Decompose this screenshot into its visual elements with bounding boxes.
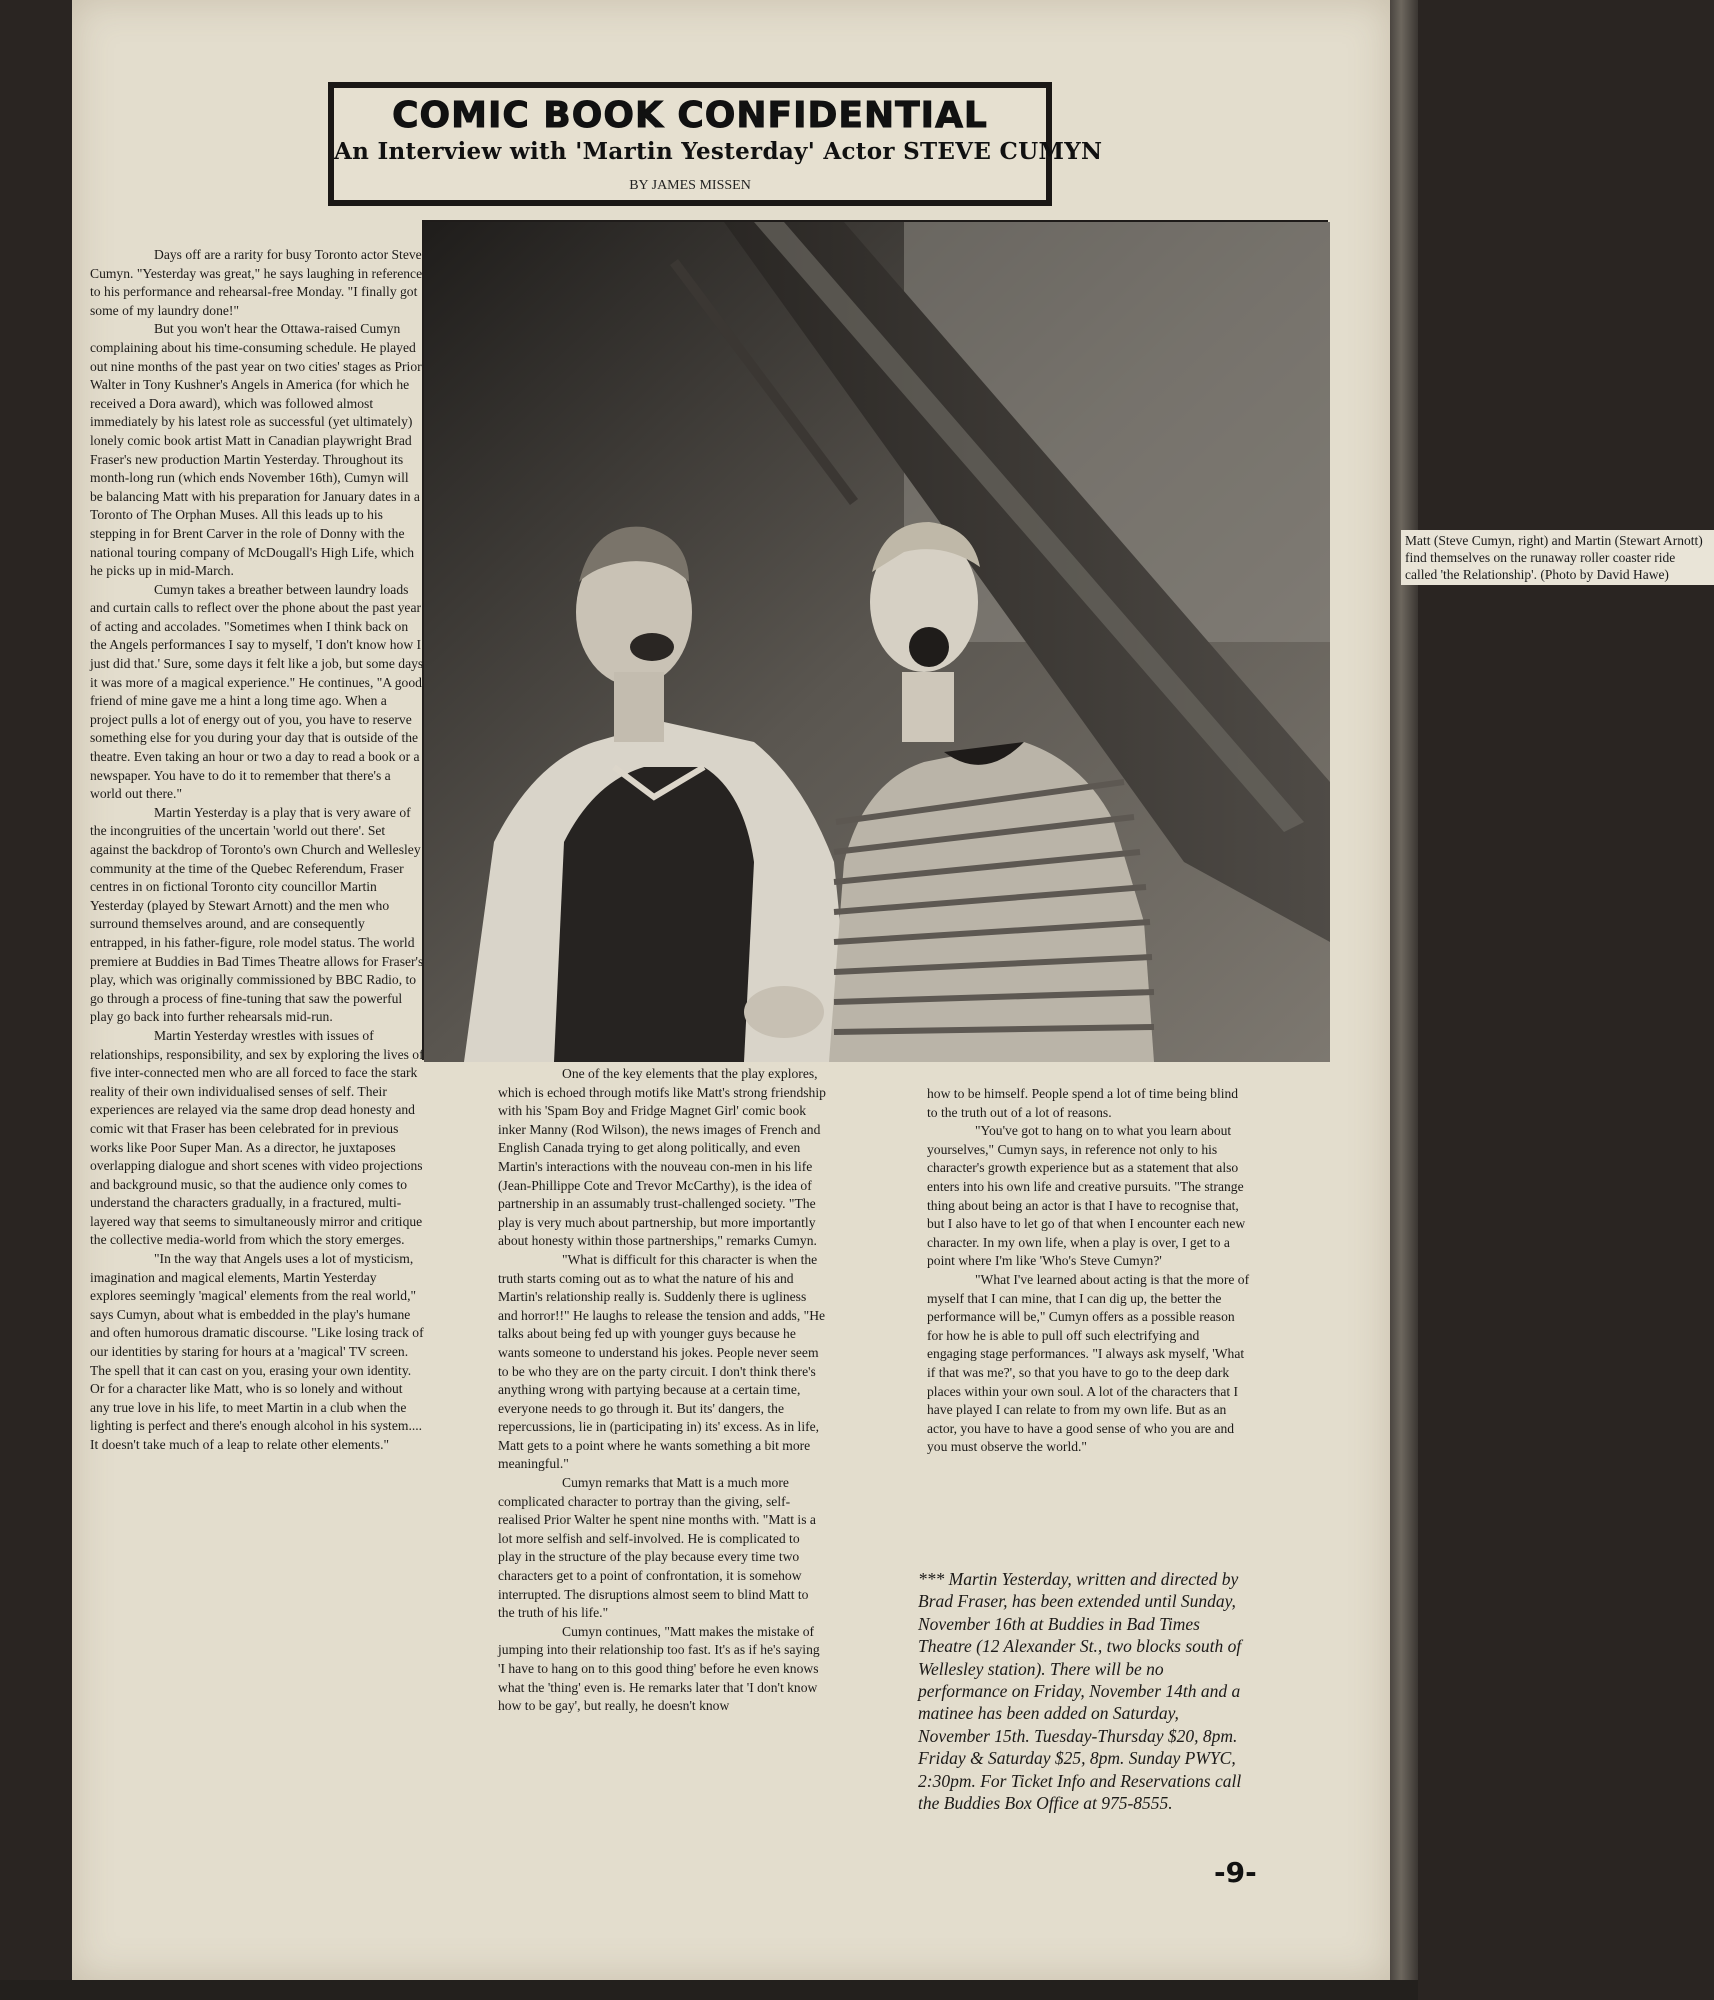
article-column-2 [498, 1065, 826, 1716]
paragraph: Martin Yesterday is a play that is very aware of the incongruities of the uncertain 'world out there'. Set against the backdrop of Toronto's own Church and Wellesley community at the time of the Quebec Referendum, Fraser centres in on fictional Toronto city councillor Martin Yesterday (played by Stewart Arnott) and the men who surround themselves around, and are consequently entrapped, in his father-figure, role model status. The world premiere at Buddies in Bad Times Theatre allows for Fraser's play, which was originally commissioned by BBC Radio, to go through a process of fine-tuning that saw the powerful play go back into further rehearsals mid-run. [90, 804, 424, 1025]
article-title: COMIC BOOK CONFIDENTIAL [392, 95, 988, 136]
page-edge [1390, 0, 1418, 2000]
paragraph: "What is difficult for this character is when the truth starts coming out as to what the nature of his and Martin's relationship really is. Suddenly there is ugliness and horror!!" He laughs to release the tension and adds, "He talks about being fed up with younger guys because he wants someone to understand his jokes. People never seem to be who they are on the party circuit. I don't think there's anything wrong with partying because at a certain time, everyone needs to go through it. But its' dangers, the repercussions, lie in (participating in) its' excess. As in life, Matt gets to a point where he wants something a bit more meaningful." [498, 1251, 826, 1472]
paragraph: But you won't hear the Ottawa-raised Cumyn complaining about his time-consuming schedule. He played out nine months of the past year on two cities' stages as Prior Walter in Tony Kushner's Angels in America (for which he received a Dora award), which was followed almost immediately by his latest role as successful (yet ultimately) lonely comic book artist Matt in Canadian playwright Brad Fraser's new production Martin Yesterday. Throughout its month-long run (which ends November 16th), Cumyn will be balancing Matt with his preparation for January dates in a Toronto of The Orphan Muses. All this leads up to his stepping in for Brent Carver in the role of Donny with the national touring company of McDougall's High Life, which he picks up in mid-March. [90, 321, 422, 579]
scan-border [0, 1980, 1418, 2000]
paragraph: "You've got to hang on to what you learn about yourselves," Cumyn says, in reference not only to his character's growth experience but as a statement that also enters into his own life and creative pursuits. "The strange thing about being an actor is that I have to recognise that, but I also have to let go of that when I encounter each new character. In my own life, when a play is over, I get to a point where I'm like 'Who's Steve Cumyn?' [927, 1123, 1246, 1269]
paragraph: Cumyn continues, "Matt makes the mistake of jumping into their relationship too fast. It's as if he's saying 'I have to hang on to this good thing' before he even knows what the 'thing' even is. He remarks later that 'I don't know how to be gay', but really, he doesn't know [498, 1623, 820, 1714]
paragraph: Days off are a rarity for busy Toronto actor Steve Cumyn. "Yesterday was great," he says laughing in reference to his performance and rehearsal-free Monday. "I finally got some of my laundry done!" [90, 247, 423, 318]
photo [422, 220, 1703, 1060]
paragraph: Cumyn takes a breather between laundry loads and curtain calls to reflect over the phone about the past year of acting and accolades. "Sometimes when I think back on the Angels performances I say to myself, 'I don't know how I just did that.' Sure, some days it felt like a job, but some days it was more of a magical experience." He continues, "A good friend of mine gave me a hint a long time ago. When a project pulls a lot of energy out of you, you have to reserve something else for you during your day that is outside of the theatre. Even taking an hour or two a day to read a book or a newspaper. You have to do it to remember that there's a world out there." [90, 581, 424, 802]
article-subtitle: An Interview with 'Martin Yesterday' Actor STEVE CUMYN [334, 138, 1103, 165]
page-number: -9- [1214, 1856, 1257, 1889]
show-info-boxout: *** Martin Yesterday, written and directed by Brad Fraser, has been extended until Sunday, November 16th at Buddies in Bad Times Theatre (12 Alexander St., two blocks south of Wellesley station). There will be no performance on Friday, November 14th and a matinee has been added on Saturday, November 15th. Tuesday-Thursday $20, 8pm. Friday & Saturday $25, 8pm. Sunday PWYC, 2:30pm. For Ticket Info and Reservations call the Buddies Box Office at 975-8555. [918, 1569, 1242, 1814]
paragraph: Martin Yesterday wrestles with issues of relationships, responsibility, and sex by exploring the lives of five inter-connected men who are all forced to face the stark reality of their own individualised senses of self. Their experiences are relayed via the same drop dead honesty and comic wit that Fraser has been celebrated for in previous works like Poor Super Man. As a director, he juxtaposes overlapping dialogue and short scenes with video projections and background music, so that the audience only comes to understand the characters gradually, in a fractured, multi-layered way that seems to simultaneously mirror and critique the collective media-world from which the story emerges. [90, 1027, 424, 1248]
paragraph: One of the key elements that the play explores, which is echoed through motifs like Matt's strong friendship with his 'Spam Boy and Fridge Magnet Girl' comic book inker Manny (Rod Wilson), the news images of French and English Canada trying to get along politically, and even Martin's interactions with the nouveau con-men in his life (Jean-Phillippe Cote and Trevor McCarthy), is the idea of partnership in an assumably trust-challenged society. "The play is very much about partnership, but more importantly about honesty within those partnerships," remarks Cumyn. [498, 1066, 826, 1249]
paragraph: how to be himself. People spend a lot of time being blind to the truth out of a lot of reasons. [927, 1086, 1239, 1120]
byline: BY JAMES MISSEN [629, 178, 751, 193]
masthead-box [328, 82, 1103, 206]
paragraph: Cumyn remarks that Matt is a much more complicated character to portray than the giving, self-realised Prior Walter he spent nine months with. "Matt is a lot more selfish and self-involved. He is complicated to play in the structure of the play because every time two characters get to a point of confrontation, it is somehow interrupted. The disruptions almost seem to blind Matt to the truth of his life." [498, 1475, 816, 1621]
article-column-3 [927, 1085, 1250, 1457]
article-column-1 [90, 246, 424, 1455]
paragraph: "In the way that Angels uses a lot of mysticism, imagination and magical elements, Martin Yesterday explores seemingly 'magical' elements from the real world," says Cumyn, about what is embedded in the play's humane and often humorous dramatic discourse. "Like losing track of our identities by staring for hours at a 'magical' TV screen. The spell that it can cast on you, erasing your own identity. Or for a character like Matt, who is so lonely and without any true love in his life, to meet Martin in a club when the lighting is perfect and there's enough alcohol in his system.... It doesn't take much of a leap to relate other elements." [90, 1251, 424, 1452]
photo-caption: Matt (Steve Cumyn, right) and Martin (Stewart Arnott) find themselves on the runaway roller coaster ride called 'the Relationship'. (Photo by David Hawe) [1401, 530, 1714, 585]
paragraph: "What I've learned about acting is that the more of myself that I can mine, that I can dig up, the better the performance will be," Cumyn offers as a possible reason for how he is able to pull off such electrifying and engaging stage performances. "I always ask myself, 'What if that was me?', so that you have to go to the deep dark places within your own soul. A lot of the characters that I have played I can relate to from my own life. But as an actor, you have to have a good sense of who you are and you must observe the world." [927, 1271, 1250, 1455]
photo-illustration [424, 222, 1330, 1062]
